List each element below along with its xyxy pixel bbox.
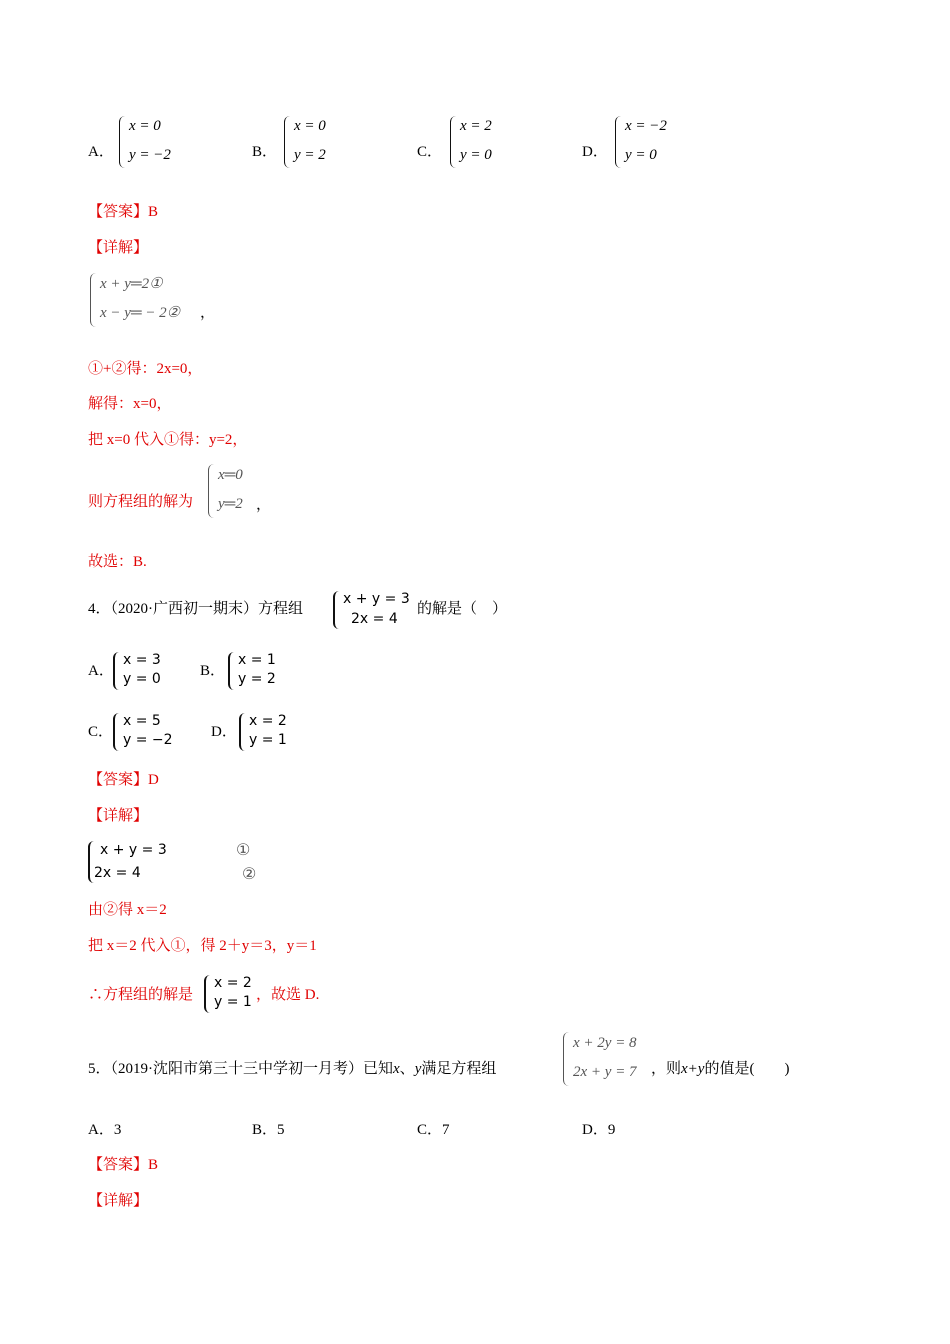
q3-option-a-label[interactable]: A．	[88, 144, 114, 160]
q3-option-b-system[interactable]	[284, 116, 354, 168]
equation: y = 2	[238, 671, 276, 687]
equation: x = 3	[123, 652, 161, 668]
equation: x═0	[218, 467, 243, 483]
q4-conclusion: ∴方程组的解是	[88, 987, 194, 1003]
q5-question-system	[563, 1032, 653, 1086]
q3-step-3: 把 x=0 代入①得：y=2，	[88, 432, 248, 448]
equation: x = 5	[123, 713, 161, 729]
brace	[239, 713, 247, 751]
brace	[228, 652, 236, 690]
brace	[113, 652, 121, 690]
brace	[90, 273, 97, 327]
q4-detail-system	[88, 841, 178, 883]
q3-detail-system	[90, 273, 210, 327]
equation: 2x = 4	[94, 865, 141, 881]
q4-question-prefix: 4．（2020·广西初一期末）方程组	[88, 601, 303, 617]
equation: x = 0	[294, 118, 326, 134]
equation: y = 2	[294, 147, 326, 163]
equation: x = 2	[460, 118, 492, 134]
q4-option-c-label[interactable]: C．	[88, 724, 114, 740]
equation: x + y═2①	[100, 276, 163, 292]
equation: y = 0	[123, 671, 161, 687]
equation: x = 2	[214, 975, 252, 991]
q5-expression: x+y	[681, 1061, 705, 1077]
brace	[333, 591, 341, 629]
q5-option-c[interactable]: C．7	[417, 1122, 450, 1138]
q5-variable-y: y	[414, 1061, 422, 1077]
q4-option-a-label[interactable]: A．	[88, 663, 114, 679]
equation: 2x + y = 7	[573, 1064, 637, 1080]
equation: x + y = 3	[343, 591, 410, 607]
q3-solution-system	[208, 464, 258, 518]
brace	[208, 464, 215, 518]
brace	[119, 116, 126, 168]
q3-conclusion: 则方程组的解为	[88, 494, 194, 510]
q5-option-a[interactable]: A．3	[88, 1122, 122, 1138]
q4-detail-title: 【详解】	[88, 808, 149, 824]
equation: x = 2	[249, 713, 287, 729]
equation: y═2	[218, 496, 243, 512]
equation: y = −2	[123, 732, 173, 748]
q4-step-2: 把 x＝2 代入①，得 2＋y＝3，y＝1	[88, 938, 317, 954]
equation: y = −2	[129, 147, 171, 163]
equation: x = 1	[238, 652, 276, 668]
equation: y = 1	[249, 732, 287, 748]
q3-step-1: ①+②得：2x=0，	[88, 361, 203, 377]
brace	[204, 975, 212, 1013]
equation-mark-2: ②	[242, 866, 257, 883]
q3-option-b-label[interactable]: B．	[252, 144, 278, 160]
q4-option-d-label[interactable]: D．	[211, 724, 237, 740]
q4-option-b-label[interactable]: B．	[200, 663, 226, 679]
q3-system-suffix: ，	[200, 305, 216, 321]
q5-variable-x: x	[393, 1061, 400, 1077]
equation: x − y═ − 2②	[100, 305, 181, 321]
brace	[113, 713, 121, 751]
q4-option-c-system[interactable]	[113, 713, 185, 751]
equation: x + 2y = 8	[573, 1035, 637, 1051]
q3-step-2: 解得：x=0，	[88, 396, 172, 412]
equation: y = 0	[625, 147, 657, 163]
q5-question-mid: 满足方程组	[421, 1061, 497, 1077]
q4-option-d-system[interactable]	[239, 713, 299, 751]
q3-solution-suffix: ，	[256, 497, 272, 513]
q3-option-c-system[interactable]	[450, 116, 520, 168]
q5-answer: 【答案】B	[88, 1157, 159, 1173]
q5-option-b[interactable]: B．5	[252, 1122, 285, 1138]
equation: x + y = 3	[100, 842, 167, 858]
q5-question-suffix: 的值是( )	[704, 1061, 790, 1077]
equation-mark-1: ①	[236, 842, 251, 859]
q5-question-prefix: 5．（2019·沈阳市第三十三中学初一月考）已知	[88, 1061, 393, 1077]
q4-conclusion-suffix: ，故选 D.	[256, 987, 320, 1003]
q3-answer: 【答案】B	[88, 204, 159, 220]
brace	[284, 116, 291, 168]
q3-option-d-system[interactable]	[615, 116, 695, 168]
q4-question-suffix: 的解是（ ）	[417, 601, 508, 617]
q5-then: ，则	[651, 1061, 682, 1077]
equation: 2x = 4	[351, 611, 398, 627]
q3-detail-title: 【详解】	[88, 240, 149, 256]
brace	[450, 116, 457, 168]
q5-separator: 、	[399, 1061, 415, 1077]
q5-option-d[interactable]: D．9	[582, 1122, 616, 1138]
brace	[563, 1032, 570, 1086]
q5-detail-title: 【详解】	[88, 1193, 149, 1209]
q3-option-d-label[interactable]: D．	[582, 144, 608, 160]
q4-solution-system	[204, 975, 264, 1013]
q4-option-b-system[interactable]	[228, 652, 288, 690]
q5-question-tail	[651, 1062, 789, 1077]
q3-option-a-system[interactable]	[119, 116, 189, 168]
brace	[615, 116, 622, 168]
q4-option-a-system[interactable]	[113, 652, 173, 690]
q3-final: 故选：B.	[88, 554, 147, 570]
q4-answer: 【答案】D	[88, 772, 159, 788]
equation: x = −2	[625, 118, 667, 134]
q3-option-c-label[interactable]: C．	[417, 144, 443, 160]
equation: y = 0	[460, 147, 492, 163]
equation: x = 0	[129, 118, 161, 134]
q4-step-1: 由②得 x＝2	[88, 902, 167, 918]
q5-question	[88, 1062, 496, 1077]
q4-question-system	[333, 591, 415, 629]
equation: y = 1	[214, 994, 252, 1010]
